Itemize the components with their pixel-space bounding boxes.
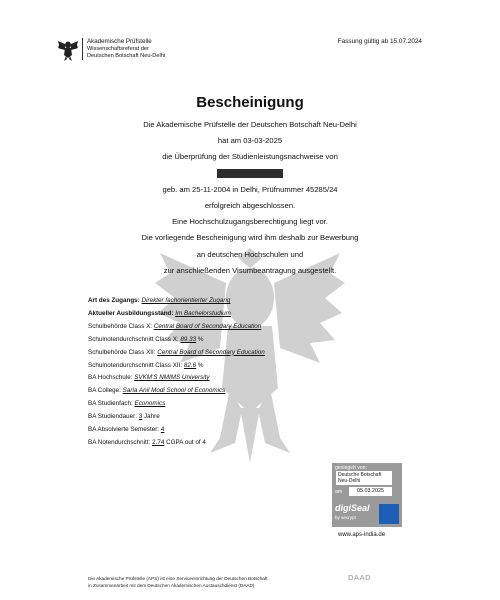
detail-value: 2.74 — [152, 438, 165, 446]
detail-label: BA Studiendauer: — [88, 413, 138, 421]
daad-logo: DAAD — [348, 573, 371, 582]
seal-signer-line: Neu-Delhi — [338, 478, 361, 484]
detail-row-grade-12 — [88, 360, 265, 373]
validity-note: Fassung gültig ab 15.07.2024 — [337, 38, 422, 45]
detail-label: BA Absolvierte Semester: — [88, 426, 160, 434]
detail-value: SVKM'S NMIMS University — [134, 374, 210, 382]
footer-note — [88, 575, 268, 589]
seal-signer — [336, 471, 392, 485]
detail-label: BA Studienfach: — [88, 400, 133, 408]
detail-row-college — [88, 385, 265, 398]
detail-row-board-12 — [88, 347, 265, 360]
detail-label: Schulbehörde Class X: — [88, 322, 153, 330]
seal-label-by: gesiegelt von: — [335, 465, 368, 471]
detail-label: Schulbehörde Class XII: — [88, 348, 156, 356]
detail-label: BA Hochschule: — [88, 374, 133, 382]
seal-brand: digiSeal — [335, 503, 370, 513]
detail-row-board-10 — [88, 321, 265, 334]
statement-line: Die vorliegende Bescheinigung wird ihm deshalb zur Bewerbung — [141, 233, 359, 243]
detail-unit: % — [197, 361, 204, 369]
detail-label: Art des Zugangs: — [88, 297, 140, 304]
detail-row-semesters — [88, 424, 265, 437]
detail-row-duration — [88, 411, 265, 424]
detail-value: 3 — [138, 413, 143, 421]
issuer-embassy: Deutschen Botschaft Neu-Delhi — [87, 53, 166, 59]
seal-sub: by secrypt — [335, 515, 356, 520]
detail-row-gpa — [88, 437, 265, 450]
statement-line: erfolgreich abgeschlossen. — [204, 201, 296, 211]
statement-line: Eine Hochschulzugangsberechtigung liegt vor. — [172, 217, 328, 227]
detail-value: Direkter fachorientierter Zugang — [141, 297, 231, 304]
digital-seal — [332, 463, 402, 527]
document-title: Bescheinigung — [196, 94, 304, 111]
eagle-logo-icon — [58, 38, 78, 62]
detail-unit: % — [197, 335, 204, 343]
detail-row-grade-10 — [88, 334, 265, 347]
detail-label: Schulnotendurchschnitt Class X: — [88, 335, 179, 343]
detail-value: Central Board of Secondary Education — [153, 322, 262, 330]
detail-unit: CGPA out of 4 — [166, 438, 206, 446]
aps-website[interactable]: www.aps-india.de — [338, 532, 386, 538]
statement-line: geb. am 25-11-2004 in Delhi, Prüfnummer 45285/24 — [162, 184, 338, 194]
academic-details — [88, 295, 265, 450]
footer-line: in Zusammenarbeit mit dem Deutschen Akademischen Austauschdienst (DAAD) — [88, 583, 255, 588]
detail-row-subject — [88, 398, 265, 411]
footer-line: Die Akademische Prüfstelle (APS) ist eine Serviceeinrichtung der Deutschen Botschaft — [88, 576, 268, 581]
detail-value: 89.33 — [180, 335, 197, 343]
seal-date: 05.03.2025 — [349, 487, 392, 496]
detail-unit: Jahre — [144, 413, 160, 421]
issuer-org-name: Akademische Prüfstelle — [87, 38, 152, 45]
seal-label-on: am — [335, 489, 343, 495]
detail-value: 4 — [160, 426, 165, 434]
detail-row-university — [88, 372, 265, 385]
certificate-statement — [0, 117, 500, 279]
detail-value: 82.6 — [183, 361, 197, 369]
detail-label: Schulnotendurchschnitt Class XII: — [88, 361, 183, 369]
detail-value: Economics — [134, 400, 166, 408]
detail-value: Im Bachelorstudium — [175, 309, 231, 317]
detail-value: Central Board of Secondary Education — [157, 348, 265, 356]
detail-label: BA Notendurchschnitt: — [88, 438, 151, 446]
issuer-department: Wissenschaftsreferat der — [87, 46, 149, 52]
redaction-bar — [217, 169, 283, 178]
statement-line: hat am 03-03-2025 — [217, 136, 283, 146]
issuer-header — [58, 38, 165, 62]
detail-row-access — [88, 295, 265, 308]
seal-blue-square-icon — [379, 504, 399, 524]
detail-row-status — [88, 308, 265, 321]
statement-line: Die Akademische Prüfstelle der Deutschen Botschaft Neu-Delhi — [143, 120, 357, 129]
detail-value: Sarla Anil Modi School of Economics — [122, 387, 226, 395]
detail-label: Aktueller Ausbildungsstand: — [88, 309, 174, 317]
redacted-name — [0, 166, 500, 182]
statement-line: die Überprüfung der Studienleistungsnachweise von — [162, 152, 338, 162]
detail-label: BA College: — [88, 387, 121, 395]
seal-signer-line: Deutsche Botschaft — [338, 472, 382, 478]
statement-line: zur anschließenden Visumbeantragung ausgestellt. — [163, 265, 337, 275]
statement-line: an deutschen Hochschulen und — [196, 249, 304, 259]
issuer-name-block — [82, 38, 165, 60]
